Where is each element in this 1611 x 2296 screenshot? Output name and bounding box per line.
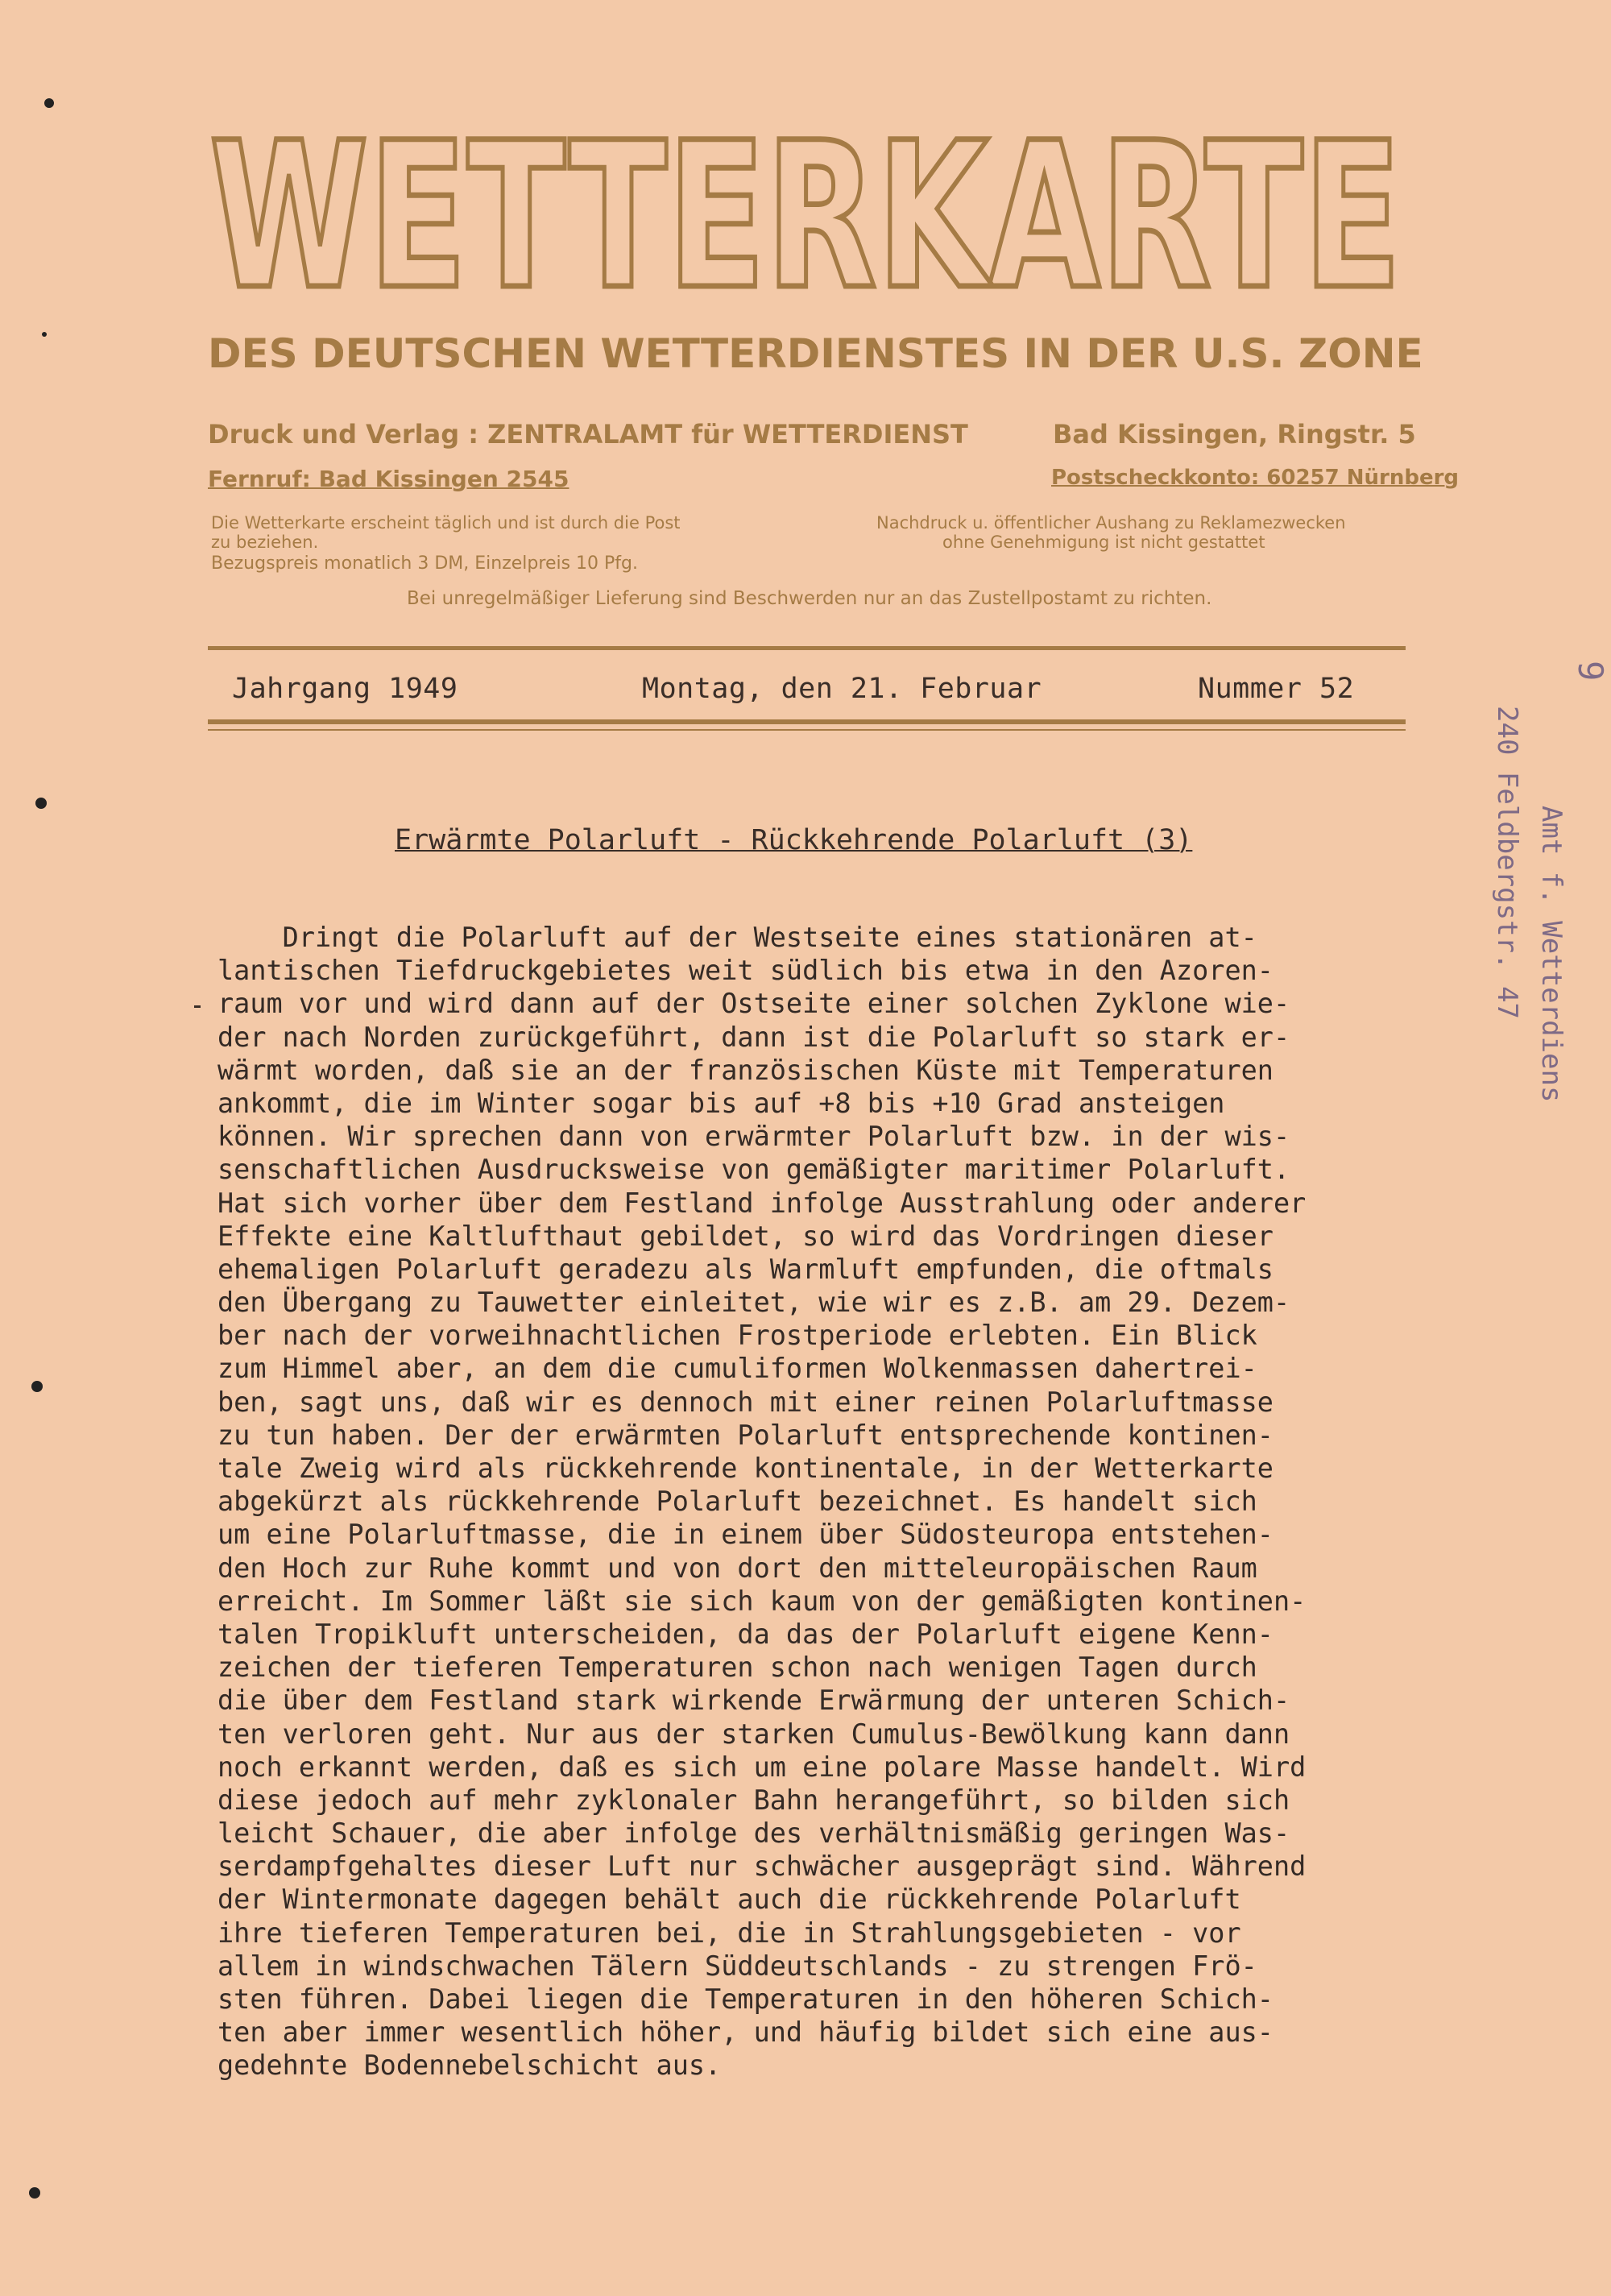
article-line: den Übergang zu Tauwetter einleitet, wie wir es z.B. am 29. Dezem- [217, 1287, 1290, 1319]
article-line: Effekte eine Kaltlufthaut gebildet, so wird das Vordringen dieser [217, 1220, 1273, 1252]
article-line: Dringt die Polarluft auf der Westseite eines stationären at- [217, 922, 1257, 953]
subscription-note-1: Die Wetterkarte erscheint täglich und ist durch die Post [211, 513, 681, 533]
article-line: allem in windschwachen Tälern Süddeutschlands - zu strengen Frö- [217, 1950, 1257, 1982]
masthead-title-text: WETTERKARTE [209, 99, 1402, 334]
article-body [217, 921, 1442, 2083]
article-line: talen Tropikluft unterscheiden, da das der Polarluft eigene Kenn- [217, 1618, 1273, 1650]
margin-mark [194, 1005, 201, 1008]
issue-year: Jahrgang 1949 [232, 673, 458, 705]
reprint-note-1: Nachdruck u. öffentlicher Aushang zu Reklamezwecken [876, 513, 1346, 533]
header-rule-bottom [208, 719, 1406, 724]
article-line: zeichen der tieferen Temperaturen schon nach wenigen Tagen durch [217, 1652, 1257, 1684]
article-line: gedehnte Bodennebelschicht aus. [217, 2049, 722, 2082]
publisher-address: Bad Kissingen, Ringstr. 5 [1053, 419, 1416, 450]
stamp-address: 240 Feldbergstr. 47 [1491, 706, 1523, 1019]
article-line: ben, sagt uns, daß wir es dennoch mit einer reinen Polarluftmasse [217, 1386, 1273, 1418]
article-line: ehemaligen Polarluft geradezu als Warmluft empfunden, die oftmals [217, 1253, 1273, 1285]
article-line: ber nach der vorweihnachtlichen Frostperiode erlebten. Ein Blick [217, 1320, 1257, 1352]
article-line: um eine Polarluftmasse, die in einem über Südosteuropa entstehen- [217, 1519, 1273, 1551]
article-line: raum vor und wird dann auf der Ostseite einer solchen Zyklone wie- [217, 988, 1290, 1020]
punch-hole-dot [29, 2187, 40, 2199]
article-line: Hat sich vorher über dem Festland infolge Ausstrahlung oder anderer [217, 1187, 1307, 1219]
article-line: sten führen. Dabei liegen die Temperaturen in den höheren Schich- [217, 1983, 1273, 2015]
article-line: die über dem Festland stark wirkende Erwärmung der unteren Schich- [217, 1685, 1290, 1717]
publisher-line: Druck und Verlag : ZENTRALAMT für WETTERDIENST [208, 419, 968, 450]
article-line: ihre tieferen Temperaturen bei, die in Strahlungsgebieten - vor [217, 1917, 1241, 1949]
article-line: zum Himmel aber, an dem die cumuliformen Wolkenmassen dahertrei- [217, 1353, 1257, 1385]
punch-hole-dot [42, 332, 47, 337]
reprint-note-2: ohne Genehmigung ist nicht gestattet [942, 533, 1265, 552]
issue-number: Nummer 52 [1198, 673, 1355, 705]
library-stamp [1337, 644, 1610, 1208]
article-line: wärmt worden, daß sie an der französischen Küste mit Temperaturen [217, 1054, 1273, 1086]
article-line: serdampfgehaltes dieser Luft nur schwächer ausgeprägt sind. Während [217, 1850, 1307, 1883]
issue-date: Montag, den 21. Februar [642, 673, 1042, 705]
header-rule-bottom-thin [208, 729, 1406, 731]
article-line: senschaftlichen Ausdrucksweise von gemäßigter maritimer Polarluft. [217, 1154, 1290, 1186]
article-line: noch erkannt werden, daß es sich um eine polare Masse handelt. Wird [217, 1751, 1307, 1783]
article-line: lantischen Tiefdruckgebietes weit südlich bis etwa in den Azoren- [217, 955, 1273, 987]
article-line: zu tun haben. Der der erwärmten Polarluft entsprechende kontinen- [217, 1419, 1273, 1451]
punch-hole-dot [31, 1381, 43, 1392]
article-line: können. Wir sprechen dann von erwärmter Polarluft bzw. in der wis- [217, 1121, 1290, 1153]
article-line: den Hoch zur Ruhe kommt und von dort den mitteleuropäischen Raum [217, 1552, 1257, 1584]
masthead-title [205, 99, 1406, 334]
article-line: leicht Schauer, die aber infolge des verhältnismäßig geringen Was- [217, 1817, 1290, 1850]
article-line: der Wintermonate dagegen behält auch die rückkehrende Polarluft [217, 1884, 1241, 1916]
complaints-note: Bei unregelmäßiger Lieferung sind Beschwerden nur an das Zustellpostamt zu richten. [407, 588, 1212, 609]
article-line: ten aber immer wesentlich höher, und häufig bildet sich eine aus- [217, 2016, 1273, 2049]
article-line: der nach Norden zurückgeführt, dann ist die Polarluft so stark er- [217, 1021, 1290, 1053]
subscription-price: Bezugspreis monatlich 3 DM, Einzelpreis 10 Pfg. [211, 553, 639, 574]
article-line: erreicht. Im Sommer läßt sie sich kaum von der gemäßigten kontinen- [217, 1585, 1307, 1617]
punch-hole-dot [35, 798, 47, 809]
article-line: diese jedoch auf mehr zyklonaler Bahn herangeführt, so bilden sich [217, 1784, 1290, 1816]
article-line: tale Zweig wird als rückkehrende kontinentale, in der Wetterkarte [217, 1453, 1273, 1484]
stamp-number: 9 [1571, 661, 1610, 682]
article-line: abgekürzt als rückkehrende Polarluft bezeichnet. Es handelt sich [217, 1486, 1257, 1518]
stamp-office: Amt f. Wetterdiens [1535, 806, 1568, 1103]
article-line: ten verloren geht. Nur aus der starken Cumulus-Bewölkung kann dann [217, 1718, 1290, 1750]
article-line: ankommt, die im Winter sogar bis auf +8 bis +10 Grad ansteigen [217, 1087, 1225, 1119]
phone-number: Fernruf: Bad Kissingen 2545 [208, 466, 569, 492]
punch-hole-dot [44, 98, 54, 108]
masthead-subtitle: DES DEUTSCHEN WETTERDIENSTES IN DER U.S. ZONE [208, 330, 1423, 377]
article-title: Erwärmte Polarluft - Rückkehrende Polarluft (3) [395, 824, 1193, 856]
postcheck-account: Postscheckkonto: 60257 Nürnberg [1051, 466, 1460, 490]
header-rule-top [208, 646, 1406, 650]
subscription-note-2: zu beziehen. [211, 533, 319, 552]
